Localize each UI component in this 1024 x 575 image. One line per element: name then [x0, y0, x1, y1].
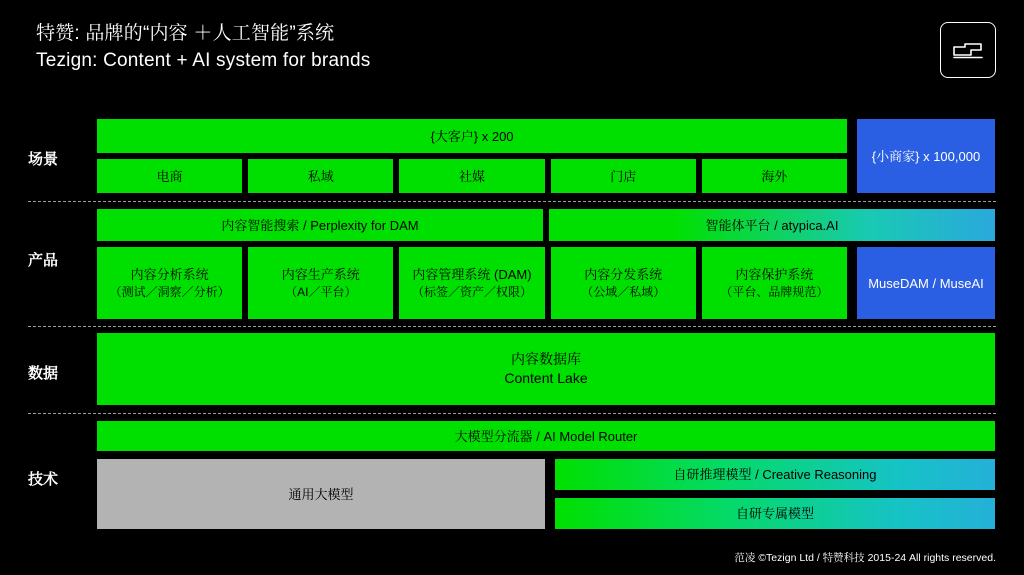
- product-system-analysis[interactable]: [96, 246, 243, 320]
- scene-channel-label: 电商: [156, 168, 183, 184]
- header: [36, 20, 936, 74]
- data-content-lake-title-cn: 内容数据库: [511, 351, 581, 367]
- scene-key-accounts[interactable]: [96, 118, 848, 154]
- scene-channel-store[interactable]: [550, 158, 697, 194]
- tech-model-router[interactable]: [96, 420, 996, 452]
- product-system-protection[interactable]: [701, 246, 848, 320]
- product-system-subtitle: （平台、品牌规范）: [720, 285, 829, 299]
- divider-scene-product: [28, 201, 996, 202]
- product-musedam-label: MuseDAM / MuseAI: [868, 275, 984, 291]
- row-label-product: 产品: [28, 252, 59, 269]
- tech-creative-reasoning[interactable]: [554, 458, 996, 491]
- page-title-en: Tezign: Content + AI system for brands: [36, 50, 371, 71]
- tech-proprietary-model[interactable]: [554, 497, 996, 530]
- scene-channel-social[interactable]: [398, 158, 545, 194]
- tech-creative-reasoning-label: 自研推理模型 / Creative Reasoning: [673, 467, 877, 482]
- tech-model-router-label: 大模型分流器 / AI Model Router: [454, 428, 638, 444]
- scene-key-accounts-label: {大客户} x 200: [430, 128, 514, 144]
- product-system-title: 内容管理系统 (DAM): [412, 267, 532, 282]
- row-label-tech: 技术: [28, 471, 59, 488]
- scene-channels: [96, 158, 848, 194]
- product-system-production[interactable]: [247, 246, 394, 320]
- product-musedam-museai[interactable]: [856, 246, 996, 320]
- product-system-subtitle: （测试／洞察／分析）: [109, 285, 230, 299]
- scene-channel-private-domain[interactable]: [247, 158, 394, 194]
- product-system-title: 内容生产系统: [281, 267, 360, 282]
- footer-credit: 范凌 ©Tezign Ltd / 特赞科技 2015-24 All rights reserved.: [734, 552, 996, 564]
- product-platform-row: [96, 208, 996, 242]
- product-smart-search[interactable]: [96, 208, 544, 242]
- page-title-cn: 特赞: 品牌的“内容 ＋人工智能”系统: [36, 23, 335, 44]
- tech-general-model[interactable]: [96, 458, 546, 530]
- product-systems-row: [96, 246, 848, 320]
- divider-product-data: [28, 326, 996, 327]
- tezign-logo-icon: [940, 22, 996, 78]
- data-content-lake[interactable]: [96, 332, 996, 406]
- row-label-scene: 场景: [28, 151, 59, 168]
- product-system-title: 内容分析系统: [130, 267, 209, 282]
- row-label-data: 数据: [28, 365, 59, 382]
- product-system-title: 内容分发系统: [584, 267, 663, 282]
- divider-data-tech: [28, 413, 996, 414]
- tech-proprietary-model-label: 自研专属模型: [735, 506, 814, 521]
- scene-channel-overseas[interactable]: [701, 158, 848, 194]
- data-content-lake-title-en: Content Lake: [504, 370, 588, 386]
- product-system-title: 内容保护系统: [735, 267, 814, 282]
- tech-general-model-label: 通用大模型: [288, 486, 354, 502]
- product-system-subtitle: （AI／平台）: [285, 285, 357, 299]
- product-smart-search-label: 内容智能搜索 / Perplexity for DAM: [221, 217, 419, 233]
- product-system-dam[interactable]: [398, 246, 545, 320]
- scene-channel-label: 海外: [761, 168, 788, 184]
- product-system-distribution[interactable]: [550, 246, 697, 320]
- scene-small-merchants[interactable]: [856, 118, 996, 194]
- product-system-subtitle: （标签／资产／权限）: [412, 285, 533, 299]
- scene-channel-ecommerce[interactable]: [96, 158, 243, 194]
- scene-small-merchants-label: {小商家} x 100,000: [871, 148, 981, 164]
- product-system-subtitle: （公域／私域）: [581, 285, 666, 299]
- scene-channel-label: 社媒: [459, 168, 486, 184]
- scene-channel-label: 私域: [307, 168, 334, 184]
- product-agent-platform[interactable]: [548, 208, 996, 242]
- scene-channel-label: 门店: [610, 168, 637, 184]
- product-agent-platform-label: 智能体平台 / atypica.AI: [705, 217, 839, 233]
